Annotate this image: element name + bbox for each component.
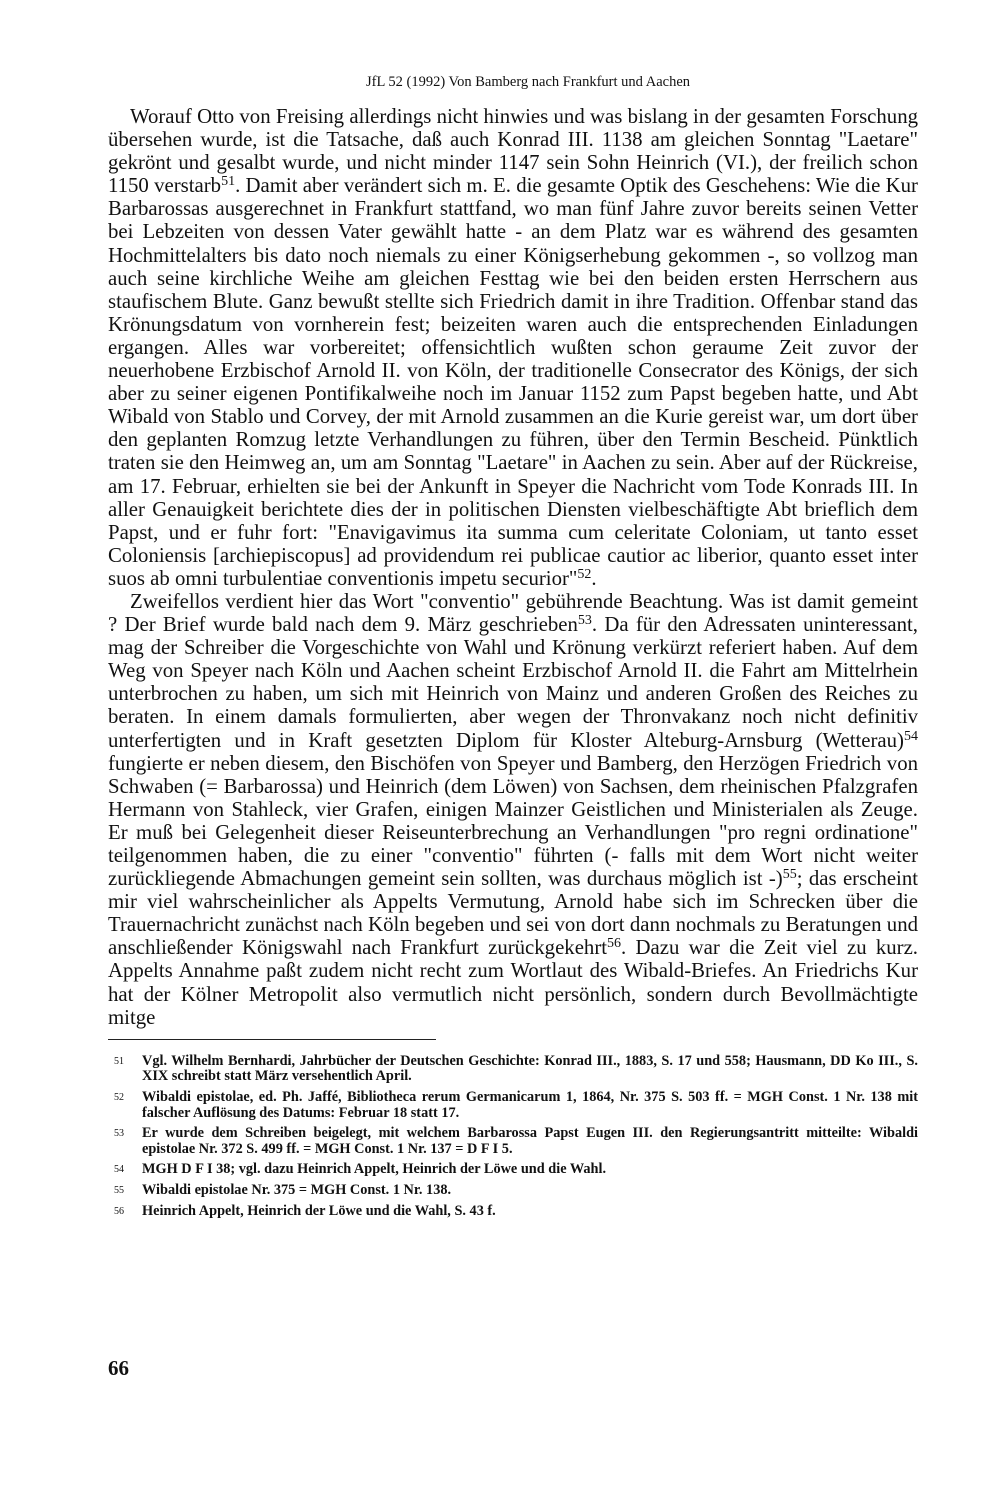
running-head: JfL 52 (1992) Von Bamberg nach Frankfurt und Aachen (365, 74, 691, 90)
footnote-number: 56 (114, 1205, 124, 1217)
footnote-ref: 53 (577, 613, 592, 629)
body-text (108, 105, 918, 1029)
text-run: . Da für den Adressaten uninteressant, mag der Schreiber die Vorgeschichte von Wahl und Krönung verkürzt referiert haben. Auf dem Weg von Speyer nach Köln und Aachen scheint Erzbischof Arnold II. die Fahrt am Mittelrhein unterbrochen zu haben, um sich mit Heinrich von Mainz und anderen Großen des Reiches zu beraten. In einem damals formulierten, aber wegen der Thronvakanz noch nicht definitiv unterfertigten und in Kraft gesetzten Diplom für Kloster Alteburg-Arnsburg (Wetterau) (108, 613, 918, 752)
footnote-rule (108, 1039, 436, 1040)
footnote (108, 1204, 918, 1220)
text-run: . Damit aber verändert sich m. E. die gesamte Optik des Geschehens: Wie die Kur Barbarossas ausgerechnet in Frankfurt stattfand, wo man fünf Jahre zuvor bereits seinen Vetter bei Lebzeiten von dessen Vater gewählt hatte - an dem Platz war es während des gesamten Hochmittelalters bis dato noch niemals zu einer Königserhebung gekommen -, so vollzog man auch seine kirchliche Weihe am gleichen Festtag wie bei den beiden ersten Herrschern aus staufischem Blute. Ganz bewußt stellte sich Friedrich damit in ihre Tradition. Offenbar stand das Krönungsdatum von vornherein fest; beizeiten waren auch die entsprechenden Einladungen ergangen. Alles war vorbereitet; offensichtlich wußten schon geraume Zeit zuvor der neuerhobene Erzbischof Arnold II. von Köln, der traditionelle Consecrator des Königs, der sich aber zu seiner eigenen Pontifikalweihe noch im Januar 1152 zum Papst begeben hatte, und Abt Wibald von Stablo und Corvey, der mit Arnold zusammen an die Kurie gereist war, um dort über den geplanten Romzug letzte Verhandlungen zu führen, über den Termin Bescheid. Pünktlich traten sie den Heimweg an, um am Sonntag "Laetare" in Aachen zu sein. Aber auf der Rückreise, am 17. Februar, erhielten sie bei der Ankunft in Speyer die Nachricht vom Tode Konrads III. In aller Genauigkeit berichtete dies der in politischen Diensten vielbeschäftigte Abt brieflich dem Papst, und er fuhr fort: "Enavigavimus ita summa cum celeritate Coloniam, ut tanto esset Coloniensis [archiepiscopus] ad providendum rei publicae cautior ac liberior, quanto esset inter suos ab omni turbulentiae conventionis impetu securior" (108, 174, 918, 590)
paragraph (108, 590, 918, 1029)
text-run: Zweifellos verdient hier das Wort "conventio" gebührende Beachtung. Was ist damit gemeint ? Der Brief wurde bald nach dem 9. März geschrieben (108, 589, 918, 637)
footnote (108, 1183, 918, 1199)
page (108, 74, 918, 1224)
footnote-ref: 52 (577, 566, 592, 582)
footnote (108, 1090, 918, 1121)
footnote-text: MGH D F I 38; vgl. dazu Heinrich Appelt, Heinrich der Löwe und die Wahl. (142, 1161, 607, 1178)
paragraph (108, 105, 918, 590)
text-run: ; das erscheint mir viel wahrscheinlicher als Appelts Vermutung, Arnold habe sich im Schrecken über die Trauernachricht zunächst nach Köln begeben und sei von dort dann nochmals zu Beratungen und anschließender Königswahl nach Frankfurt zurückgekehrt (108, 867, 919, 960)
text-run: fungierte er neben diesem, den Bischöfen von Speyer und Bamberg, den Herzögen Friedrich von Schwaben (= Barbarossa) und Heinrich (dem Löwen) von Sachsen, dem rheinischen Pfalzgrafen Hermann von Stahleck, vier Grafen, einigen Mainzer Geistlichen und Ministerialen als Zeuge. Er muß bei Gelegenheit dieser Reiseunterbrechung an Verhandlungen "pro regni ordinatione" teilgenommen haben, die zu einer "conventio" führten (- falls mit dem Wort nicht weiter zurückliegende Abmachungen gemeint sein sollten, was durchaus möglich ist -) (108, 751, 918, 891)
footnote (108, 1162, 918, 1178)
footnote-text: Heinrich Appelt, Heinrich der Löwe und die Wahl, S. 43 f. (142, 1202, 496, 1219)
footnote (108, 1126, 918, 1157)
text-run: Worauf Otto von Freising allerdings nicht hinwies und was bislang in der gesamten Forschung übersehen wurde, ist die Tatsache, daß auch Konrad III. 1138 am gleichen Sonntag "Laetare" gekrönt und gesalbt wurde, und nicht minder 1147 sein Sohn Heinrich (VI.), der freilich schon 1150 verstarb (108, 105, 918, 198)
footnote-text: Vgl. Wilhelm Bernhardi, Jahrbücher der Deutschen Geschichte: Konrad III., 1883, S. 17 und 558; Hausmann, DD Ko III., S. XIX schreibt statt März versehentlich April. (142, 1052, 918, 1085)
footnote-number: 54 (114, 1164, 124, 1176)
footnote-text: Wibaldi epistolae Nr. 375 = MGH Const. 1 Nr. 138. (142, 1181, 452, 1198)
footnote-ref: 54 (904, 728, 918, 744)
footnote-number: 52 (114, 1091, 124, 1103)
footnote-number: 53 (114, 1128, 124, 1140)
footnotes (108, 1054, 918, 1219)
footnote-ref: 51 (221, 174, 236, 190)
footnote-text: Er wurde dem Schreiben beigelegt, mit welchem Barbarossa Papst Eugen III. den Regierungsantritt mitteilte: Wibaldi epistolae Nr. 372 S. 499 ff. = MGH Const. 1 Nr. 137 = D F I 5. (142, 1125, 918, 1157)
text-run: . Dazu war die Zeit viel zu kurz. Appelts Annahme paßt zudem nicht recht zum Wortlaut des Wibald-Briefes. An Friedrichs Kur hat der Kölner Metropolit also vermutlich nicht persönlich, sondern durch Bevollmächtigte mitge (108, 936, 919, 1029)
footnote-ref: 55 (782, 867, 797, 883)
text-run: . (591, 566, 597, 590)
footnote-number: 51 (114, 1055, 124, 1067)
footnote-number: 55 (114, 1184, 124, 1196)
footnote-text: Wibaldi epistolae, ed. Ph. Jaffé, Bibliotheca rerum Germanicarum 1, 1864, Nr. 375 S. 503 ff. = MGH Const. 1 Nr. 138 mit falscher Auflösung des Datums: Februar 18 statt 17. (142, 1088, 918, 1121)
footnote-ref: 56 (607, 936, 622, 952)
page-number: 66 (108, 1356, 129, 1380)
footnote (108, 1054, 918, 1085)
